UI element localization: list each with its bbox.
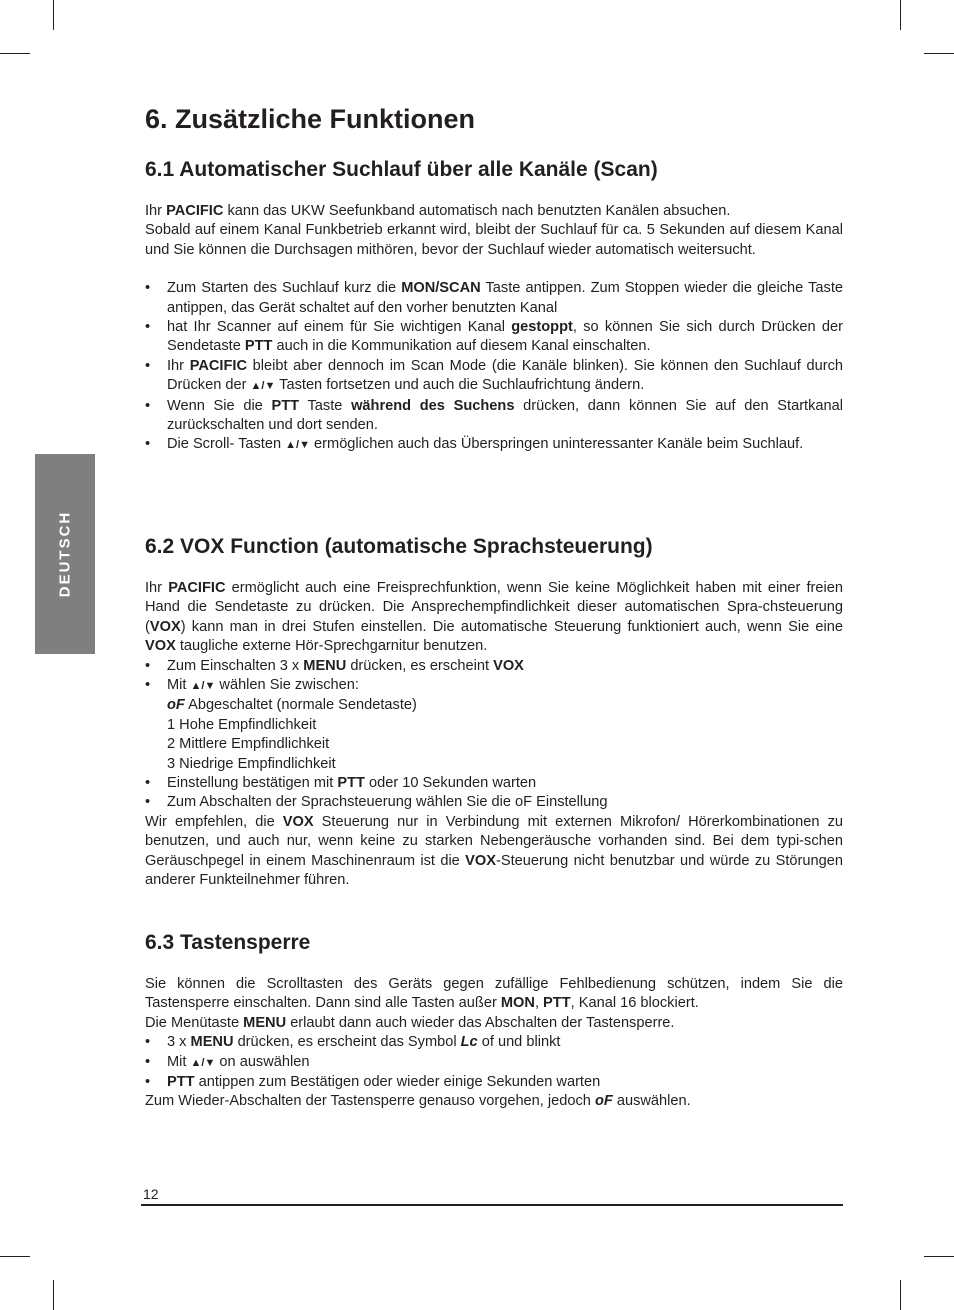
section-heading-vox: 6.2 VOX Function (automatische Sprachsteuerung) xyxy=(145,535,653,558)
crop-mark xyxy=(53,1280,54,1310)
list-item: • Zum Abschalten der Sprachsteuerung wählen Sie die oF Einstellung xyxy=(145,794,608,811)
crop-mark xyxy=(0,1256,30,1257)
paragraph: Sobald auf einem Kanal Funkbetrieb erkannt wird, bleibt der Suchlauf für ca. 5 Sekunden auf diesem Kanal und Sie können die Durchsagen mithören, bevor der Suchlauf wieder automatisch weitersucht. xyxy=(145,222,843,258)
paragraph: Sie können die Scrolltasten des Geräts gegen zufällige Fehlbedienung schützen, indem Sie die Tastensperre einschalten. Dann sind alle Tasten außer MON, PTT, Kanal 16 blockiert. xyxy=(145,976,843,1012)
list-item: • Einstellung bestätigen mit PTT oder 10 Sekunden warten xyxy=(145,775,537,792)
list-item: • Zum Starten des Suchlauf kurz die MON/SCAN Taste antippen. Zum Stoppen wieder die gleiche Taste antippen, das Gerät schaltet auf den vorher benutzten Kanal xyxy=(145,280,844,316)
list-item: • Mit ▲/▼ wählen Sie zwischen: xyxy=(145,677,359,694)
option-item: 2 Mittlere Empfindlichkeit xyxy=(167,736,330,753)
paragraph: Zum Wieder-Abschalten der Tastensperre genauso vorgehen, jedoch oF auswählen. xyxy=(145,1093,691,1110)
list-item: • Mit ▲/▼ on auswählen xyxy=(145,1053,310,1070)
section-heading-scan: 6.1 Automatischer Suchlauf über alle Kanäle (Scan) xyxy=(145,158,658,181)
list-item: • PTT antippen zum Bestätigen oder wieder einige Sekunden warten xyxy=(145,1074,601,1091)
language-tab xyxy=(35,454,95,654)
option-item: 3 Niedrige Empfindlichkeit xyxy=(167,755,336,772)
list-item: • hat Ihr Scanner auf einem für Sie wichtigen Kanal gestoppt, so können Sie sich durch Drücken der Sendetaste PTT auch in die Kommunikation auf diesem Kanal einschalten. xyxy=(145,319,843,355)
list-item: • 3 x MENU drücken, es erscheint das Symbol Lc of und blinkt xyxy=(145,1034,561,1051)
list-item: • Wenn Sie die PTT Taste während des Suchens drücken, dann können Sie auf den Startkanal zurückschalten und dort senden. xyxy=(145,397,844,434)
option-item: 1 Hohe Empfindlichkeit xyxy=(167,716,317,733)
list-item: • Ihr PACIFIC bleibt aber dennoch im Scan Mode (die Kanäle blinken). Sie können den Suchlauf durch Drücken der ▲/▼ Tasten fortsetzen und auch die Suchlaufrichtung ändern. xyxy=(145,357,843,394)
page-title: 6. Zusätzliche Funktionen xyxy=(145,104,476,134)
list-item: • Die Scroll- Tasten ▲/▼ ermöglichen auch das Überspringen uninteressanter Kanäle beim Suchlauf. xyxy=(145,436,804,453)
crop-mark xyxy=(900,1280,901,1310)
paragraph: Ihr PACIFIC kann das UKW Seefunkband automatisch nach benutzten Kanälen absuchen. xyxy=(145,203,731,219)
paragraph: Wir empfehlen, die VOX Steuerung nur in Verbindung mit externen Mikrofon/ Hörerkombinationen zu benutzen, und auch nur, wenn keine zu starken Nebengeräusche vorhanden sind. Bei dem typi-schen Geräuschpegel in einem Maschinenraum ist die VOX-Steuerung nicht benutzbar und würde zu Störungen anderer Funkteilnehmer führen. xyxy=(145,813,843,889)
section-body-vox xyxy=(145,579,843,891)
page-number: 12 xyxy=(143,1186,159,1202)
paragraph: Ihr PACIFIC ermöglicht auch eine Freisprechfunktion, wenn Sie keine Möglichkeit haben mit einer freien Hand die Sendetaste zu drücken. Die Ansprechempfindlichkeit dieser automatischen Spra-chsteuerung (VOX) kann man in drei Stufen einstellen. Die automatische Steuerung funktioniert auch, wenn Sie eine VOX taugliche externe Hör-Sprechgarnitur benutzen. xyxy=(145,580,843,655)
crop-mark xyxy=(53,0,54,30)
list-item: • Zum Einschalten 3 x MENU drücken, es erscheint VOX xyxy=(145,657,524,674)
section-body-scan xyxy=(145,202,843,456)
section-heading-keylock: 6.3 Tastensperre xyxy=(145,931,311,954)
crop-mark xyxy=(924,1256,954,1257)
crop-mark xyxy=(0,53,30,54)
crop-mark xyxy=(924,53,954,54)
footer-rule xyxy=(141,1204,843,1206)
crop-mark xyxy=(900,0,901,30)
section-body-keylock xyxy=(145,975,843,1112)
language-tab-label: DEUTSCH xyxy=(56,510,74,598)
paragraph: Die Menütaste MENU erlaubt dann auch wieder das Abschalten der Tastensperre. xyxy=(145,1014,675,1031)
option-item: oF Abgeschaltet (normale Sendetaste) xyxy=(167,697,417,714)
